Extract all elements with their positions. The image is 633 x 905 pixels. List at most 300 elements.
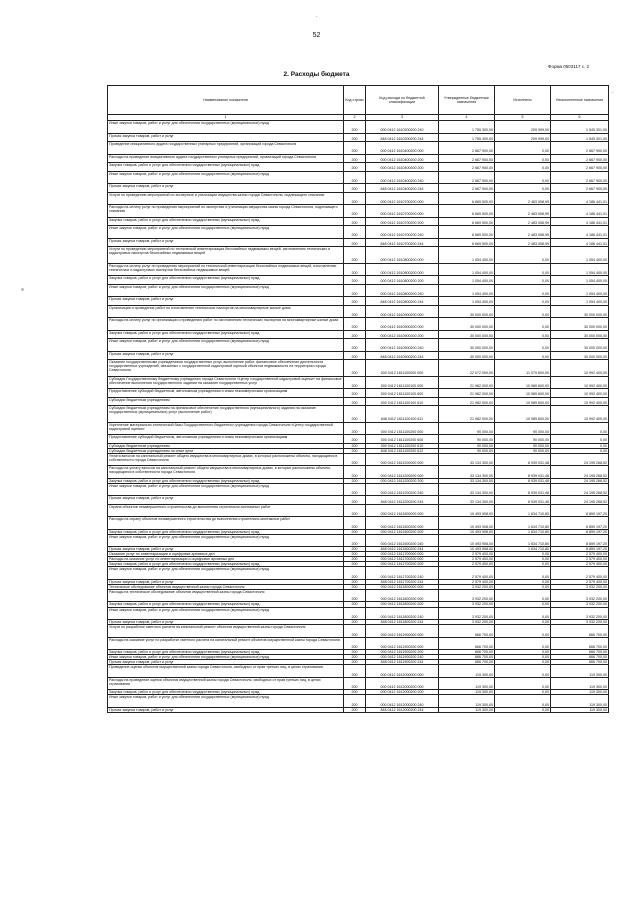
row-classification-code: 000 0412 1610800200 000	[366, 263, 439, 276]
row-classification-code: 000 0412 1610700200 000	[366, 205, 439, 218]
row-unexecuted: 2 667 900,00	[551, 163, 609, 172]
row-name: Иные закупки товаров, работ и услуг для обеспечения государственных (муниципальных) нужд	[108, 121, 344, 134]
row-name: Иные закупки товаров, работ и услуг для обеспечения государственных (муниципальных) нужд	[108, 567, 344, 580]
row-classification-code: 000 0412 1610900200 240	[366, 339, 439, 352]
row-name: Иные закупки товаров, работ и услуг для обеспечения государственных (муниципальных) нужд	[108, 339, 344, 352]
row-approved: 33 134 300,00	[439, 496, 495, 505]
row-name: Проведение оценки объектов имущественной казны города Севастополя, свободных от прав третьих лиц, в целях страхования	[108, 665, 344, 678]
row-executed: 1 634 710,80	[495, 547, 551, 552]
top-mark: ·	[316, 14, 318, 20]
row-unexecuted: 8 859 197,20	[551, 504, 609, 517]
row-line-code: 200	[344, 376, 366, 389]
row-executed: 0,00	[495, 665, 551, 678]
row-approved: 666 700,00	[439, 625, 495, 638]
row-approved: 2 579 400,00	[439, 579, 495, 584]
row-unexecuted: 0,00	[551, 435, 609, 444]
row-unexecuted: 10 992 400,00	[551, 376, 609, 389]
row-classification-code: 000 0412 1611700000 000	[366, 552, 439, 557]
row-executed: 0,00	[495, 557, 551, 562]
table-body	[108, 121, 609, 713]
table-row	[108, 142, 609, 155]
row-approved: 90 000,00	[439, 435, 495, 444]
table-row	[108, 422, 609, 435]
row-approved: 666 700,00	[439, 650, 495, 655]
row-name: Субсидия Государственному бюджетному учреждению города Севастополя «Центр государственной кадастровой оценки» на финансовое обеспечение выполнения государственного задания на оказание государственных услуг	[108, 376, 344, 389]
row-name: Расходы на оплату услуг по проведению мероприятий по технической инвентаризации бесхозяйных недвижимых вещей, изготовлению технических и кадастровых паспортов бесхозяйных недвижимых вещей	[108, 263, 344, 276]
row-name: Прочая закупка товаров, работ и услуг	[108, 297, 344, 306]
row-approved: 1 054 400,00	[439, 247, 495, 264]
row-line-code: 200	[344, 448, 366, 453]
row-line-code: 200	[344, 707, 366, 712]
row-approved: 10 493 908,00	[439, 529, 495, 534]
row-approved: 2 579 400,00	[439, 557, 495, 562]
table-row	[108, 567, 609, 580]
row-approved: 21 982 000,00	[439, 397, 495, 406]
row-name: Закупка товаров, работ и услуг для обеспечения государственных (муниципальных) нужд	[108, 276, 344, 285]
row-name: Иные закупки товаров, работ и услуг для обеспечения государственных (муниципальных) нужд	[108, 171, 344, 184]
row-executed: 0,00	[495, 655, 551, 660]
row-executed: 0,00	[495, 297, 551, 306]
header-approved: Утвержденные бюджетные назначения	[439, 86, 495, 115]
row-executed: 8 939 031,48	[495, 496, 551, 505]
row-executed: 90 000,00	[495, 448, 551, 453]
row-classification-code: 000 0412 1610200200 240	[366, 121, 439, 134]
row-classification-code: 848 0412 1610800200 244	[366, 297, 439, 306]
row-name: Субсидии бюджетным учреждениям	[108, 443, 344, 448]
row-line-code: 200	[344, 665, 366, 678]
row-executed: 0,00	[495, 318, 551, 331]
row-unexecuted: 3 932 200,00	[551, 589, 609, 602]
row-executed: 0,00	[495, 567, 551, 580]
table-row	[108, 217, 609, 226]
table-row	[108, 665, 609, 678]
row-name: Услуги по проведению мероприятий по экспертизе и утилизации имущества казны города Севастополя, подлежащего списанию	[108, 192, 344, 205]
row-name: Иные закупки товаров, работ и услуг для обеспечения государственных (муниципальных) нужд	[108, 655, 344, 660]
table-row	[108, 226, 609, 239]
row-line-code: 200	[344, 171, 366, 184]
table-row	[108, 330, 609, 339]
row-classification-code: 000 0412 1611200200 000	[366, 466, 439, 479]
row-approved: 21 982 000,00	[439, 389, 495, 398]
row-executed: 0,00	[495, 650, 551, 655]
row-line-code: 200	[344, 443, 366, 448]
row-line-code: 200	[344, 389, 366, 398]
table-row	[108, 637, 609, 650]
table-row	[108, 205, 609, 218]
row-executed: 0,00	[495, 184, 551, 193]
row-name: Прочая закупка товаров, работ и услуг	[108, 184, 344, 193]
row-executed: 10 989 600,00	[495, 397, 551, 406]
row-line-code: 200	[344, 192, 366, 205]
row-approved: 3 932 200,00	[439, 620, 495, 625]
row-executed: 90 000,00	[495, 422, 551, 435]
row-executed: 8 939 031,48	[495, 478, 551, 483]
page-number: 52	[312, 32, 321, 39]
row-executed: 0,00	[495, 263, 551, 276]
header-name: Наименование показателя	[108, 86, 344, 115]
scan-speck	[21, 288, 24, 291]
row-classification-code: 000 0412 1611700200 240	[366, 567, 439, 580]
row-name: Расходы на оказание услуг по разработке сметного расчета на капитальный ремонт объектов имущественной казны города Севастополя	[108, 637, 344, 650]
row-executed: 0,00	[495, 351, 551, 360]
row-unexecuted: 119 300,00	[551, 690, 609, 695]
row-executed: 2 483 058,99	[495, 226, 551, 239]
table-row	[108, 707, 609, 712]
row-name: Закупка товаров, работ и услуг для обеспечения государственных (муниципальных) нужд	[108, 690, 344, 695]
row-name: Прочая закупка товаров, работ и услуг	[108, 660, 344, 665]
row-classification-code: 848 0412 1611100100 611	[366, 406, 439, 423]
row-classification-code: 848 0412 1610200200 244	[366, 133, 439, 142]
row-classification-code: 000 0412 1610800200 240	[366, 284, 439, 297]
row-classification-code: 848 0412 1611500200 244	[366, 547, 439, 552]
row-name: Закупка товаров, работ и услуг для обеспечения государственных (муниципальных) нужд	[108, 217, 344, 226]
table-row	[108, 406, 609, 423]
row-unexecuted: 30 000 000,00	[551, 318, 609, 331]
row-line-code: 200	[344, 589, 366, 602]
row-classification-code: 000 0412 1611500200 000	[366, 517, 439, 530]
table-row	[108, 677, 609, 690]
row-line-code: 200	[344, 602, 366, 607]
row-unexecuted: 10 992 400,00	[551, 397, 609, 406]
row-classification-code: 848 0412 1611700200 244	[366, 579, 439, 584]
row-unexecuted: 666 700,00	[551, 655, 609, 660]
row-line-code: 200	[344, 318, 366, 331]
row-name: Прочая закупка товаров, работ и услуг	[108, 707, 344, 712]
row-line-code: 200	[344, 547, 366, 552]
row-name: Расходы на оплату услуг по организации и проведению работ по изготовлению технических паспортов на многоквартирные жилые дома	[108, 318, 344, 331]
row-classification-code: 000 0412 1611100200 000	[366, 422, 439, 435]
row-name: Закупка товаров, работ и услуг для обеспечения государственных (муниципальных) нужд	[108, 478, 344, 483]
row-line-code: 200	[344, 435, 366, 444]
row-classification-code: 000 0412 1610800200 000	[366, 247, 439, 264]
row-classification-code: 848 0412 1610400200 244	[366, 184, 439, 193]
row-classification-code: 000 0412 1611100000 000	[366, 360, 439, 377]
row-executed: 0,00	[495, 677, 551, 690]
table-row	[108, 284, 609, 297]
row-approved: 2 579 400,00	[439, 567, 495, 580]
table-row	[108, 589, 609, 602]
row-classification-code: 000 0412 1611700200 000	[366, 557, 439, 562]
row-classification-code: 000 0412 1611100100 600	[366, 389, 439, 398]
row-approved: 6 669 500,00	[439, 226, 495, 239]
row-line-code: 200	[344, 650, 366, 655]
row-approved: 33 134 300,00	[439, 483, 495, 496]
row-classification-code: 000 0412 1611700200 200	[366, 562, 439, 567]
row-approved: 10 493 908,00	[439, 517, 495, 530]
row-classification-code: 000 0412 1610700200 200	[366, 217, 439, 226]
row-classification-code: 000 0412 1610900200 200	[366, 330, 439, 339]
row-unexecuted: 8 859 197,20	[551, 529, 609, 534]
row-unexecuted: 2 667 900,00	[551, 171, 609, 184]
row-name: Закупка товаров, работ и услуг для обеспечения государственных (муниципальных) нужд	[108, 602, 344, 607]
row-line-code: 200	[344, 567, 366, 580]
row-classification-code: 000 0412 1612000200 200	[366, 690, 439, 695]
row-line-code: 200	[344, 690, 366, 695]
row-executed: 0,00	[495, 276, 551, 285]
row-classification-code: 000 0412 1611200200 200	[366, 478, 439, 483]
row-classification-code: 000 0412 1611200000 000	[366, 453, 439, 466]
row-executed: 2 483 058,99	[495, 192, 551, 205]
row-line-code: 200	[344, 584, 366, 589]
row-executed: 0,00	[495, 171, 551, 184]
row-line-code: 200	[344, 552, 366, 557]
row-approved: 119 300,00	[439, 695, 495, 708]
row-approved: 2 667 900,00	[439, 171, 495, 184]
row-classification-code: 848 0412 1610900200 244	[366, 351, 439, 360]
row-approved: 33 134 300,00	[439, 453, 495, 466]
row-name: Прочая закупка товаров, работ и услуг	[108, 620, 344, 625]
row-approved: 3 932 200,00	[439, 602, 495, 607]
row-name: Оказание государственными учреждениями государственных услуг, выполнение работ, финансовое обеспечение деятельности государственных учреждений, связанных с государственной кадастровой оценкой объектов недвижимости на территории города Севастополя	[108, 360, 344, 377]
row-executed: 8 939 031,48	[495, 453, 551, 466]
row-executed: 0,00	[495, 154, 551, 163]
row-executed: 0,00	[495, 163, 551, 172]
row-name: Прочая закупка товаров, работ и услуг	[108, 238, 344, 247]
row-classification-code: 000 0412 1611100100 610	[366, 397, 439, 406]
row-executed: 0,00	[495, 690, 551, 695]
row-unexecuted: 10 992 400,00	[551, 360, 609, 377]
row-classification-code: 000 0412 1610400200 200	[366, 163, 439, 172]
table-row	[108, 192, 609, 205]
row-classification-code: 000 0412 1610400200 240	[366, 171, 439, 184]
row-unexecuted: 1 054 400,00	[551, 284, 609, 297]
row-name: Прочая закупка товаров, работ и услуг	[108, 579, 344, 584]
row-unexecuted: 0,00	[551, 443, 609, 448]
row-line-code: 200	[344, 504, 366, 517]
row-name: Услуги по проведению мероприятий по технической инвентаризации бесхозяйных недвижимых вещей, изготовлению технических и кадастровых паспортов бесхозяйных недвижимых вещей	[108, 247, 344, 264]
row-unexecuted: 4 186 441,01	[551, 192, 609, 205]
table-row	[108, 376, 609, 389]
row-unexecuted: 24 195 268,52	[551, 483, 609, 496]
row-unexecuted: 8 859 197,20	[551, 534, 609, 547]
row-line-code: 200	[344, 529, 366, 534]
row-line-code: 200	[344, 422, 366, 435]
row-executed: 0,00	[495, 142, 551, 155]
row-line-code: 200	[344, 660, 366, 665]
row-approved: 2 667 900,00	[439, 163, 495, 172]
row-approved: 666 700,00	[439, 637, 495, 650]
row-name: Прочая закупка товаров, работ и услуг	[108, 547, 344, 552]
row-approved: 3 932 200,00	[439, 589, 495, 602]
row-line-code: 200	[344, 205, 366, 218]
row-approved: 30 000 000,00	[439, 339, 495, 352]
row-approved: 6 669 500,00	[439, 238, 495, 247]
row-unexecuted: 4 186 441,01	[551, 226, 609, 239]
row-unexecuted: 1 054 400,00	[551, 297, 609, 306]
row-executed: 0,00	[495, 589, 551, 602]
row-classification-code: 000 0412 1610700200 000	[366, 192, 439, 205]
row-name: Прочая закупка товаров, работ и услуг	[108, 133, 344, 142]
row-executed: 0,00	[495, 637, 551, 650]
row-unexecuted: 1 545 301,00	[551, 133, 609, 142]
table-row	[108, 504, 609, 517]
row-unexecuted: 2 579 400,00	[551, 579, 609, 584]
row-classification-code: 848 0412 1612000200 244	[366, 707, 439, 712]
row-name: Проведение инициативного аудита государственных унитарных предприятий, организаций города Севастополя	[108, 142, 344, 155]
header-classification-code: Код расхода по бюджетной классификации	[366, 86, 439, 115]
row-approved: 30 000 000,00	[439, 330, 495, 339]
row-line-code: 200	[344, 655, 366, 660]
row-unexecuted: 2 667 900,00	[551, 184, 609, 193]
row-line-code: 200	[344, 226, 366, 239]
row-executed: 0,00	[495, 330, 551, 339]
row-unexecuted: 8 859 197,20	[551, 547, 609, 552]
row-classification-code: 000 0412 1611900200 240	[366, 655, 439, 660]
row-approved: 30 000 000,00	[439, 351, 495, 360]
row-unexecuted: 24 195 268,52	[551, 466, 609, 479]
table-row	[108, 625, 609, 638]
row-name: Субсидии бюджетным учреждениям	[108, 397, 344, 406]
table-row	[108, 360, 609, 377]
row-classification-code: 000 0412 1610900200 000	[366, 318, 439, 331]
table-row	[108, 163, 609, 172]
row-classification-code: 000 0412 1610400200 200	[366, 154, 439, 163]
row-classification-code: 000 0412 1611800200 200	[366, 602, 439, 607]
row-classification-code: 000 0412 1611500200 240	[366, 534, 439, 547]
row-approved: 3 932 200,00	[439, 607, 495, 620]
row-name: Иные закупки товаров, работ и услуг для обеспечения государственных (муниципальных) нужд	[108, 534, 344, 547]
row-executed: 1 634 710,80	[495, 504, 551, 517]
row-line-code: 200	[344, 184, 366, 193]
row-line-code: 200	[344, 305, 366, 318]
table-row	[108, 276, 609, 285]
row-name: Прочая закупка товаров, работ и услуг	[108, 351, 344, 360]
row-classification-code: 000 0412 1611900000 000	[366, 625, 439, 638]
row-executed: 2 483 058,99	[495, 238, 551, 247]
row-unexecuted: 30 000 000,00	[551, 351, 609, 360]
row-line-code: 200	[344, 238, 366, 247]
row-classification-code: 000 0412 1611500200 200	[366, 529, 439, 534]
row-executed: 0,00	[495, 707, 551, 712]
row-approved: 2 667 900,00	[439, 154, 495, 163]
row-approved: 6 669 500,00	[439, 205, 495, 218]
row-unexecuted: 10 992 400,00	[551, 406, 609, 423]
row-name: Закупка товаров, работ и услуг для обеспечения государственных (муниципальных) нужд	[108, 163, 344, 172]
column-number: 1	[108, 115, 344, 121]
column-number: 6	[551, 115, 609, 121]
row-name: Иные закупки товаров, работ и услуг для обеспечения государственных (муниципальных) нужд	[108, 284, 344, 297]
row-executed: 1 634 710,80	[495, 517, 551, 530]
row-approved: 2 667 900,00	[439, 142, 495, 155]
row-line-code: 200	[344, 247, 366, 264]
row-unexecuted: 666 700,00	[551, 637, 609, 650]
row-approved: 1 054 400,00	[439, 263, 495, 276]
row-approved: 119 300,00	[439, 677, 495, 690]
table-row	[108, 453, 609, 466]
row-approved: 10 493 908,00	[439, 504, 495, 517]
row-unexecuted: 24 195 268,52	[551, 453, 609, 466]
row-name: Иные закупки товаров, работ и услуг для обеспечения государственных (муниципальных) нужд	[108, 483, 344, 496]
row-name: Техническое обследование объектов имущественной казны города Севастополя	[108, 584, 344, 589]
row-classification-code: 000 0412 1610900200 000	[366, 305, 439, 318]
row-line-code: 200	[344, 517, 366, 530]
table-row	[108, 171, 609, 184]
row-approved: 90 000,00	[439, 422, 495, 435]
row-unexecuted: 10 992 400,00	[551, 389, 609, 398]
row-name: Расходы на охрану объектов незавершенного строительства до выполнения строительно-монтажных работ	[108, 517, 344, 530]
row-name: Расходы на проведение инициативного аудита государственных унитарных предприятий, организаций города Севастополя	[108, 154, 344, 163]
row-classification-code: 000 0412 1612000200 240	[366, 695, 439, 708]
row-name: Закупка товаров, работ и услуг для обеспечения государственных (муниципальных) нужд	[108, 562, 344, 567]
row-approved: 119 300,00	[439, 707, 495, 712]
row-classification-code: 000 0412 1611500000 000	[366, 504, 439, 517]
row-name: Закупка товаров, работ и услуг для обеспечения государственных (муниципальных) нужд	[108, 529, 344, 534]
row-unexecuted: 2 579 400,00	[551, 557, 609, 562]
row-name: Субсидии бюджетным учреждениям на финансовое обеспечение государственного (муниципального) задания на оказание государственных (муниципальных) услуг (выполнение работ)	[108, 406, 344, 423]
table-row	[108, 263, 609, 276]
row-name: Иные закупки товаров, работ и услуг для обеспечения государственных (муниципальных) нужд	[108, 226, 344, 239]
row-unexecuted: 0,00	[551, 448, 609, 453]
row-line-code: 200	[344, 284, 366, 297]
table-row	[108, 305, 609, 318]
row-unexecuted: 2 579 400,00	[551, 567, 609, 580]
table-row	[108, 184, 609, 193]
row-classification-code: 000 0412 1611100200 600	[366, 435, 439, 444]
row-executed: 10 989 600,00	[495, 376, 551, 389]
column-number: 3	[366, 115, 439, 121]
column-number: 4	[439, 115, 495, 121]
row-name: Охрана объектов незавершенного строительства до выполнения строительно-монтажных работ	[108, 504, 344, 517]
row-classification-code: 848 0412 1611100200 612	[366, 448, 439, 453]
row-line-code: 200	[344, 360, 366, 377]
row-line-code: 200	[344, 695, 366, 708]
row-line-code: 200	[344, 562, 366, 567]
row-unexecuted: 119 300,00	[551, 665, 609, 678]
row-line-code: 200	[344, 276, 366, 285]
row-unexecuted: 3 932 200,00	[551, 602, 609, 607]
row-line-code: 200	[344, 330, 366, 339]
row-name: Расходы на проведение оценки объектов имущественной казны города Севастополя, свободных от прав третьих лиц, в целях страхования	[108, 677, 344, 690]
table-row	[108, 695, 609, 708]
row-approved: 21 982 000,00	[439, 376, 495, 389]
row-unexecuted: 2 667 900,00	[551, 142, 609, 155]
row-name: Оказание услуг по инвентаризации и оцифровке архивных дел	[108, 552, 344, 557]
row-line-code: 200	[344, 453, 366, 466]
table-row	[108, 297, 609, 306]
row-executed: 0,00	[495, 602, 551, 607]
row-classification-code: 848 0412 1611200200 244	[366, 496, 439, 505]
row-executed: 0,00	[495, 695, 551, 708]
row-approved: 2 579 400,00	[439, 562, 495, 567]
row-executed: 0,00	[495, 607, 551, 620]
row-approved: 30 000 000,00	[439, 318, 495, 331]
row-unexecuted: 4 186 441,01	[551, 205, 609, 218]
row-approved: 33 134 300,00	[439, 466, 495, 479]
table-row	[108, 318, 609, 331]
table-row	[108, 496, 609, 505]
row-name: Прочая закупка товаров, работ и услуг	[108, 496, 344, 505]
row-approved: 2 579 400,00	[439, 552, 495, 557]
table-row	[108, 133, 609, 142]
row-classification-code: 000 0412 1612000000 000	[366, 665, 439, 678]
row-approved: 10 493 908,00	[439, 534, 495, 547]
row-approved: 666 700,00	[439, 660, 495, 665]
row-line-code: 200	[344, 496, 366, 505]
table-row	[108, 351, 609, 360]
row-approved: 1 755 300,00	[439, 121, 495, 134]
row-executed: 1 634 710,80	[495, 534, 551, 547]
row-approved: 3 932 200,00	[439, 584, 495, 589]
row-executed: 0,00	[495, 305, 551, 318]
row-executed: 2 483 058,99	[495, 205, 551, 218]
row-executed: 1 634 710,80	[495, 529, 551, 534]
table-row	[108, 397, 609, 406]
row-name: Расходы на техническое обследование объектов имущественной казны города Севастополя	[108, 589, 344, 602]
row-executed: 8 939 031,48	[495, 466, 551, 479]
row-approved: 6 669 500,00	[439, 192, 495, 205]
row-unexecuted: 2 667 900,00	[551, 154, 609, 163]
row-classification-code: 848 0412 1611800200 244	[366, 620, 439, 625]
